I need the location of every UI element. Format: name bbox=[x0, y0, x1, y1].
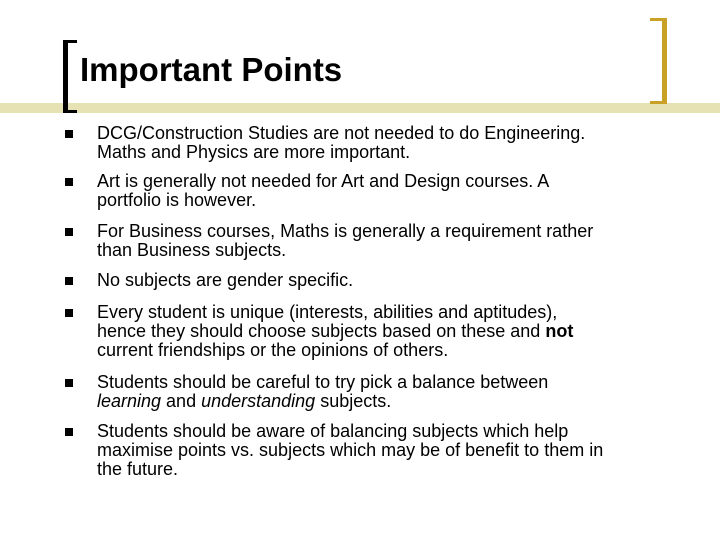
bullet-line: Students should be careful to try pick a balance between bbox=[97, 372, 549, 392]
square-bullet-icon bbox=[65, 379, 73, 387]
bullet-line: current friendships or the opinions of others. bbox=[97, 340, 449, 360]
bullet-line: the future. bbox=[97, 459, 179, 479]
square-bullet-icon bbox=[65, 130, 73, 138]
bullet-line: DCG/Construction Studies are not needed to do Engineering. bbox=[97, 123, 586, 143]
bullet-line: maximise points vs. subjects which may be of benefit to them in bbox=[97, 440, 604, 460]
bullet-line-text: and bbox=[161, 391, 202, 411]
bullet-text bbox=[97, 422, 677, 479]
bullet-line: For Business courses, Maths is generally a requirement rather bbox=[97, 221, 594, 241]
bullet-line: No subjects are gender specific. bbox=[97, 270, 354, 290]
bullet-line: Every student is unique (interests, abilities and aptitudes), bbox=[97, 302, 558, 322]
square-bullet-icon bbox=[65, 277, 73, 285]
square-bullet-icon bbox=[65, 428, 73, 436]
bullet-line: than Business subjects. bbox=[97, 240, 287, 260]
bullet-line bbox=[97, 392, 677, 411]
bullet-line: Art is generally not needed for Art and Design courses. A bbox=[97, 171, 550, 191]
bullet-line: Students should be aware of balancing subjects which help bbox=[97, 421, 569, 441]
bullet-text bbox=[97, 124, 677, 162]
bullet-text bbox=[97, 303, 677, 360]
bullet-line-text: hence they should choose subjects based on these and bbox=[97, 321, 546, 341]
bullet-line-italic-text: learning bbox=[97, 391, 162, 411]
bullet-line: portfolio is however. bbox=[97, 190, 257, 210]
bullet-text bbox=[97, 373, 677, 411]
bullet-line: Maths and Physics are more important. bbox=[97, 142, 411, 162]
bullet-text bbox=[97, 172, 677, 210]
bullet-line-text: subjects. bbox=[315, 391, 392, 411]
square-bullet-icon bbox=[65, 178, 73, 186]
bullet-text bbox=[97, 271, 677, 290]
square-bullet-icon bbox=[65, 309, 73, 317]
square-bullet-icon bbox=[65, 228, 73, 236]
slide-title: Important Points bbox=[80, 51, 343, 88]
bullet-text bbox=[97, 222, 677, 260]
bullet-line bbox=[97, 322, 677, 341]
bullet-line-italic-text: understanding bbox=[201, 391, 316, 411]
bullet-line-bold-text: not bbox=[545, 321, 574, 341]
